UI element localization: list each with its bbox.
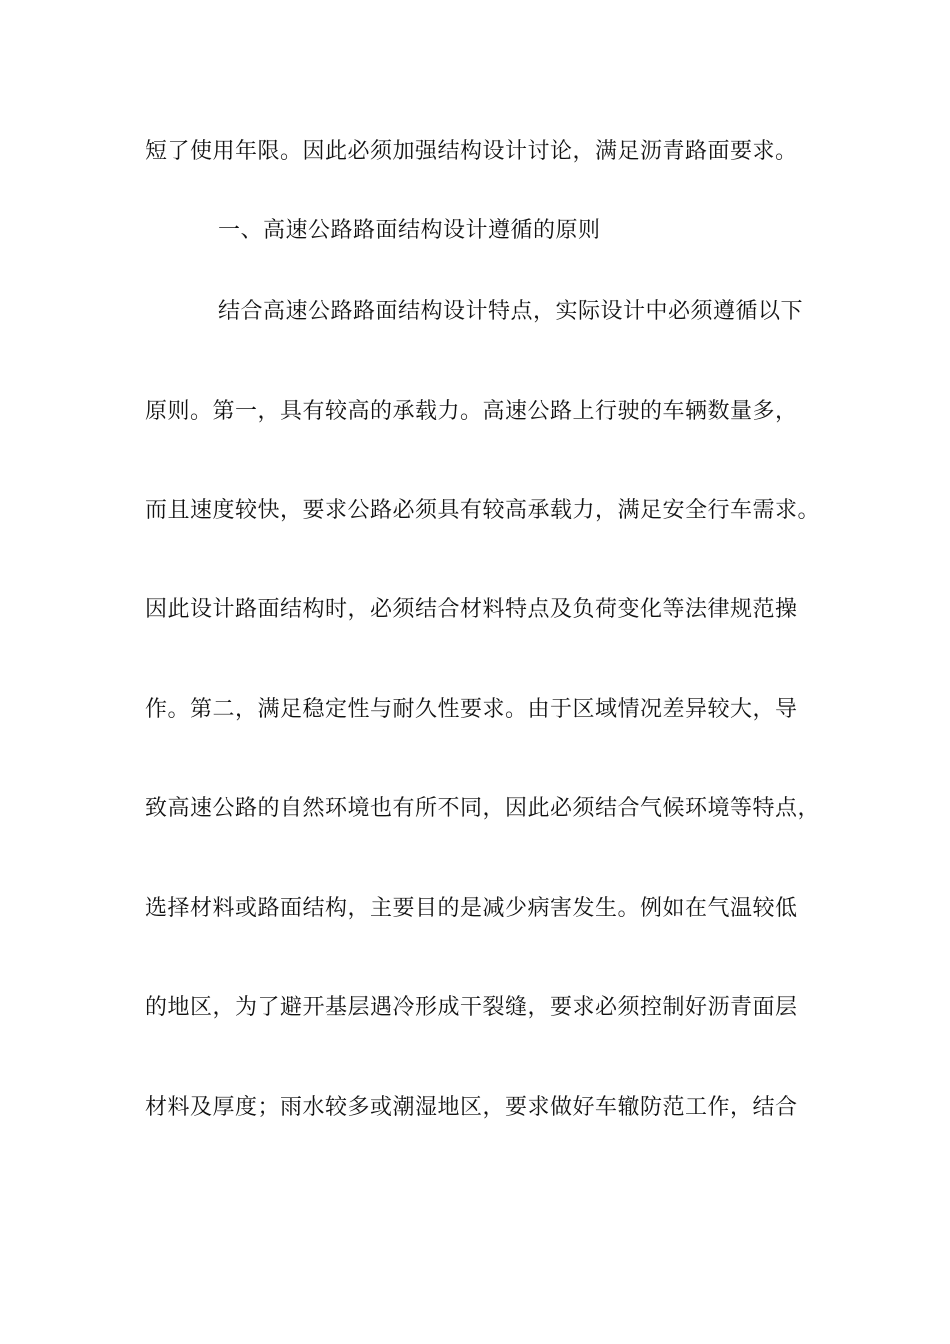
body-text-line: 作。第二，满足稳定性与耐久性要求。由于区域情况差异较大，导 bbox=[145, 697, 798, 722]
body-text-line: 选择材料或路面结构，主要目的是减少病害发生。例如在气温较低 bbox=[145, 896, 798, 921]
section-heading: 一、高速公路路面结构设计遵循的原则 bbox=[218, 218, 601, 243]
body-text-line: 短了使用年限。因此必须加强结构设计讨论，满足沥青路面要求。 bbox=[145, 139, 798, 164]
body-text-line: 致高速公路的自然环境也有所不同，因此必须结合气候环境等特点， bbox=[145, 796, 821, 821]
body-text-line: 的地区，为了避开基层遇冷形成干裂缝，要求必须控制好沥青面层 bbox=[145, 995, 798, 1020]
body-text-line: 原则。第一，具有较高的承载力。高速公路上行驶的车辆数量多， bbox=[145, 399, 798, 424]
paragraph-first-line: 结合高速公路路面结构设计特点，实际设计中必须遵循以下 bbox=[218, 299, 804, 324]
body-text-line: 而且速度较快，要求公路必须具有较高承载力，满足安全行车需求。 bbox=[145, 498, 821, 523]
body-text-line: 材料及厚度；雨水较多或潮湿地区，要求做好车辙防范工作，结合 bbox=[145, 1095, 798, 1120]
body-text-line: 因此设计路面结构时，必须结合材料特点及负荷变化等法律规范操 bbox=[145, 597, 798, 622]
